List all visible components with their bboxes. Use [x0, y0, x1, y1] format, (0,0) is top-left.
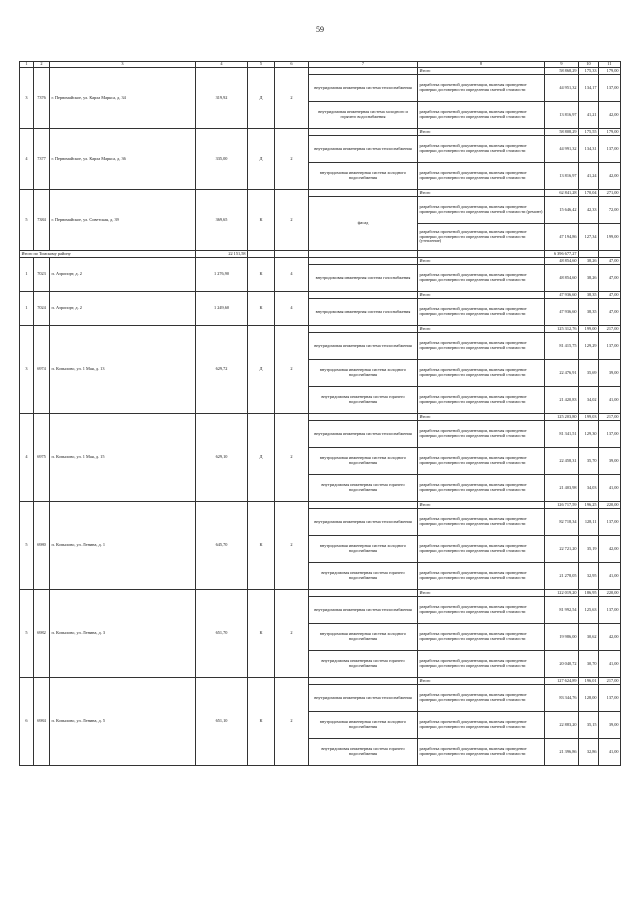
- work-limit: 42,00: [599, 102, 621, 129]
- total-limit: 220,00: [599, 502, 621, 509]
- building-type: Д: [248, 414, 275, 502]
- engineering-system: внутридомовая инженерная система холодного и горячего водоснабжения: [309, 102, 418, 129]
- engineering-system: внутридомовая инженерная система теплоснабжения: [309, 685, 418, 712]
- building-area: 629,72: [196, 326, 248, 414]
- engineering-system: внутридомовая инженерная система горячего водоснабжения: [309, 651, 418, 678]
- total-limit: 217,00: [599, 414, 621, 421]
- work-limit: 41,00: [599, 475, 621, 502]
- total-empty-cell: [309, 129, 418, 136]
- work-sum: 15 646,42: [545, 197, 579, 224]
- block-total-row: [20, 414, 621, 421]
- total-label: Итого: [418, 292, 545, 299]
- total-empty-cell: [309, 292, 418, 299]
- building-code: 6980: [34, 502, 50, 590]
- total-label: Итого: [418, 590, 545, 597]
- engineering-system: внутридомовая инженерная система теплоснабжения: [309, 509, 418, 536]
- total-limit: 217,00: [599, 678, 621, 685]
- work-per-m2: 30,70: [579, 651, 599, 678]
- work-limit: 137,00: [599, 509, 621, 536]
- work-limit: 47,00: [599, 265, 621, 292]
- block-total-row: [20, 326, 621, 333]
- work-sum: 22 476,91: [545, 360, 579, 387]
- building-address: п. Копылово, ул. Ленина, д. 1: [50, 502, 196, 590]
- column-header: 8: [418, 62, 545, 68]
- total-label: Итого: [418, 326, 545, 333]
- building-floors: 2: [275, 678, 309, 766]
- work-description: разработка проектной документации, включая проведение проверки достоверности определения сметной стоимости: [418, 448, 545, 475]
- work-limit: 42,00: [599, 536, 621, 563]
- column-header: 2: [34, 62, 50, 68]
- total-sum: 47 936,60: [545, 292, 579, 299]
- building-floors: 2: [275, 129, 309, 190]
- work-limit: 137,00: [599, 136, 621, 163]
- work-limit: 41,00: [599, 387, 621, 414]
- engineering-system: внутридомовая инженерная система газоснабжения: [309, 299, 418, 326]
- total-empty-cell: [309, 502, 418, 509]
- work-description: разработка проектной документации, включая проведение проверки достоверности определения сметной стоимости: [418, 739, 545, 766]
- building-code: 7377: [34, 129, 50, 190]
- total-per-m2: 196,01: [579, 678, 599, 685]
- engineering-system: внутридомовая инженерная система холодного водоснабжения: [309, 360, 418, 387]
- building-code: 7376: [34, 68, 50, 129]
- work-limit: 47,00: [599, 299, 621, 326]
- work-sum: 47 194,86: [545, 224, 579, 251]
- total-empty-cell: [309, 68, 418, 75]
- work-per-m2: 38,26: [579, 265, 599, 292]
- total-label: Итого: [418, 502, 545, 509]
- total-limit: 217,00: [599, 326, 621, 333]
- total-per-m2: 199,00: [579, 326, 599, 333]
- total-limit: 47,00: [599, 292, 621, 299]
- work-limit: 42,00: [599, 624, 621, 651]
- engineering-system: внутридомовая инженерная система горячего водоснабжения: [309, 475, 418, 502]
- total-empty-cell: [309, 678, 418, 685]
- total-label: Итого: [418, 414, 545, 421]
- block-total-row: [20, 292, 621, 299]
- building-address: г. Первомайское, ул. Карла Маркса, д. 36: [50, 129, 196, 190]
- work-description: разработка проектной документации, включая проведение проверки достоверности определения сметной стоимости: [418, 563, 545, 590]
- repair-register-table: [19, 61, 621, 766]
- work-per-m2: 128,11: [579, 509, 599, 536]
- block-total-row: [20, 129, 621, 136]
- work-per-m2: 35,70: [579, 448, 599, 475]
- engineering-system: внутридомовая инженерная система горячего водоснабжения: [309, 387, 418, 414]
- work-sum: 47 936,60: [545, 299, 579, 326]
- total-sum: 122 019,20: [545, 590, 579, 597]
- total-per-m2: 199,03: [579, 414, 599, 421]
- work-per-m2: 41,24: [579, 163, 599, 190]
- building-address: г. Первомайское, ул. Советская, д. 39: [50, 190, 196, 251]
- work-description: разработка проектной документации, включая проведение проверки достоверности определения сметной стоимости: [418, 75, 545, 102]
- building-code: 7024: [34, 292, 50, 326]
- building-address: п. Копылово, ул. 1 Мая, д. 13: [50, 326, 196, 414]
- work-description: разработка проектной документации, включая проведение проверки достоверности определения сметной стоимости (утепление): [418, 224, 545, 251]
- work-per-m2: 35,19: [579, 536, 599, 563]
- work-description: разработка проектной документации, включая проведение проверки достоверности определения сметной стоимости: [418, 712, 545, 739]
- work-description: разработка проектной документации, включая проведение проверки достоверности определения сметной стоимости: [418, 387, 545, 414]
- total-limit: 179,00: [599, 68, 621, 75]
- work-limit: 137,00: [599, 597, 621, 624]
- column-header: 6: [275, 62, 309, 68]
- work-per-m2: 35,15: [579, 712, 599, 739]
- work-sum: 19 986,00: [545, 624, 579, 651]
- building-area: 319,92: [196, 68, 248, 129]
- row-number: 5: [20, 590, 34, 678]
- work-description: разработка проектной документации, включая проведение проверки достоверности определения сметной стоимости: [418, 299, 545, 326]
- row-number: 6: [20, 678, 34, 766]
- work-description: разработка проектной документации, включая проведение проверки достоверности определения сметной стоимости: [418, 651, 545, 678]
- column-header: 10: [579, 62, 599, 68]
- building-floors: 4: [275, 258, 309, 292]
- work-per-m2: 32,86: [579, 739, 599, 766]
- work-limit: 41,00: [599, 739, 621, 766]
- work-sum: 44 991,32: [545, 136, 579, 163]
- total-per-m2: 175,55: [579, 129, 599, 136]
- engineering-system: внутридомовая инженерная система холодного водоснабжения: [309, 536, 418, 563]
- work-sum: 22 883,20: [545, 712, 579, 739]
- block-total-row: [20, 678, 621, 685]
- work-sum: 13 816,97: [545, 102, 579, 129]
- work-per-m2: 38,35: [579, 299, 599, 326]
- work-per-m2: 129,30: [579, 421, 599, 448]
- work-limit: 41,00: [599, 563, 621, 590]
- column-header: 5: [248, 62, 275, 68]
- total-sum: 48 854,60: [545, 258, 579, 265]
- work-description: разработка проектной документации, включая проведение проверки достоверности определения сметной стоимости: [418, 624, 545, 651]
- total-per-m2: 38,26: [579, 258, 599, 265]
- building-floors: 4: [275, 292, 309, 326]
- building-code: 6982: [34, 590, 50, 678]
- building-floors: 2: [275, 590, 309, 678]
- building-type: Д: [248, 129, 275, 190]
- building-address: п. Копылово, ул. 1 Мая, д. 15: [50, 414, 196, 502]
- work-per-m2: 127,34: [579, 224, 599, 251]
- engineering-system: внутридомовая инженерная система теплоснабжения: [309, 75, 418, 102]
- building-floors: 2: [275, 414, 309, 502]
- total-limit: 220,00: [599, 590, 621, 597]
- block-total-row: [20, 590, 621, 597]
- engineering-system: внутридомовая инженерная система теплоснабжения: [309, 597, 418, 624]
- total-label: Итого: [418, 258, 545, 265]
- total-sum: 58 868,29: [545, 68, 579, 75]
- total-label: Итого: [418, 678, 545, 685]
- row-number: 3: [20, 68, 34, 129]
- total-label: Итого: [418, 68, 545, 75]
- work-description: разработка проектной документации, включая проведение проверки достоверности определения сметной стоимости: [418, 421, 545, 448]
- block-total-row: [20, 502, 621, 509]
- work-per-m2: 35,69: [579, 360, 599, 387]
- work-limit: 137,00: [599, 333, 621, 360]
- engineering-system: внутридомовая инженерная система теплоснабжения: [309, 421, 418, 448]
- work-description: разработка проектной документации, включая проведение проверки достоверности определения сметной стоимости: [418, 475, 545, 502]
- work-sum: 81 415,75: [545, 333, 579, 360]
- work-sum: 82 718,34: [545, 509, 579, 536]
- building-address: п. Аэропорт, д. 2: [50, 292, 196, 326]
- column-header: 3: [50, 62, 196, 68]
- row-number: 4: [20, 129, 34, 190]
- building-area: 1 276,90: [196, 258, 248, 292]
- district-total-sum: 6 396 677,27: [545, 251, 579, 258]
- work-per-m2: 42,33: [579, 197, 599, 224]
- building-code: 7023: [34, 258, 50, 292]
- work-description: разработка проектной документации, включая проведение проверки достоверности определения сметной стоимости: [418, 333, 545, 360]
- building-type: К: [248, 190, 275, 251]
- total-sum: 125 203,80: [545, 414, 579, 421]
- total-per-m2: 196,25: [579, 502, 599, 509]
- building-code: 6974: [34, 326, 50, 414]
- work-description: разработка проектной документации, включая проведение проверки достоверности определения сметной стоимости: [418, 136, 545, 163]
- work-per-m2: 30,62: [579, 624, 599, 651]
- total-empty-cell: [309, 258, 418, 265]
- work-description: разработка проектной документации, включая проведение проверки достоверности определения сметной стоимости: [418, 509, 545, 536]
- total-empty-cell: [309, 190, 418, 197]
- work-sum: 21 420,83: [545, 387, 579, 414]
- building-type: К: [248, 590, 275, 678]
- column-header: 4: [196, 62, 248, 68]
- building-address: п. Копылово, ул. Ленина, д. 5: [50, 678, 196, 766]
- work-sum: 48 854,60: [545, 265, 579, 292]
- work-limit: 42,00: [599, 163, 621, 190]
- building-address: п. Аэропорт, д. 2: [50, 258, 196, 292]
- work-per-m2: 34,02: [579, 387, 599, 414]
- work-description: разработка проектной документации, включая проведение проверки достоверности определения сметной стоимости: [418, 536, 545, 563]
- work-description: разработка проектной документации, включая проведение проверки достоверности определения сметной стоимости: [418, 265, 545, 292]
- work-limit: 137,00: [599, 75, 621, 102]
- work-sum: 20 040,72: [545, 651, 579, 678]
- building-type: К: [248, 678, 275, 766]
- block-total-row: [20, 68, 621, 75]
- work-per-m2: 134,31: [579, 136, 599, 163]
- engineering-system: фасад: [309, 197, 418, 251]
- work-per-m2: 34,03: [579, 475, 599, 502]
- page-number: 59: [316, 25, 324, 34]
- work-description: разработка проектной документации, включая проведение проверки достоверности определения сметной стоимости: [418, 360, 545, 387]
- building-code: 6975: [34, 414, 50, 502]
- total-sum: 58 808,29: [545, 129, 579, 136]
- work-limit: 39,00: [599, 712, 621, 739]
- total-per-m2: 38,35: [579, 292, 599, 299]
- total-empty-cell: [309, 414, 418, 421]
- engineering-system: внутридомовая инженерная система горячего водоснабжения: [309, 563, 418, 590]
- total-empty-cell: [309, 590, 418, 597]
- work-per-m2: 134,17: [579, 75, 599, 102]
- column-header: 7: [309, 62, 418, 68]
- work-sum: 21 403,98: [545, 475, 579, 502]
- work-description: разработка проектной документации, включая проведение проверки достоверности определения сметной стоимости: [418, 102, 545, 129]
- work-sum: 13 816,97: [545, 163, 579, 190]
- building-type: К: [248, 502, 275, 590]
- building-code: 7384: [34, 190, 50, 251]
- work-description: разработка проектной документации, включая проведение проверки достоверности определения сметной стоимости: [418, 597, 545, 624]
- work-sum: 44 951,32: [545, 75, 579, 102]
- work-per-m2: 32,95: [579, 563, 599, 590]
- work-per-m2: 125,63: [579, 597, 599, 624]
- building-area: 651,10: [196, 678, 248, 766]
- building-area: 335,00: [196, 129, 248, 190]
- work-limit: 137,00: [599, 685, 621, 712]
- total-label: Итого: [418, 190, 545, 197]
- total-sum: 125 312,76: [545, 326, 579, 333]
- total-per-m2: 175,33: [579, 68, 599, 75]
- engineering-system: внутридомовая инженерная система холодного водоснабжения: [309, 624, 418, 651]
- total-limit: 271,00: [599, 190, 621, 197]
- work-limit: 199,00: [599, 224, 621, 251]
- work-limit: 41,00: [599, 651, 621, 678]
- total-sum: 62 841,28: [545, 190, 579, 197]
- column-header: 11: [599, 62, 621, 68]
- total-sum: 127 624,89: [545, 678, 579, 685]
- work-description: разработка проектной документации, включая проведение проверки достоверности определения сметной стоимости: [418, 685, 545, 712]
- engineering-system: внутридомовая инженерная система холодного водоснабжения: [309, 712, 418, 739]
- block-total-row: [20, 190, 621, 197]
- work-sum: 22 458,31: [545, 448, 579, 475]
- work-limit: 39,00: [599, 448, 621, 475]
- row-number: 5: [20, 190, 34, 251]
- building-floors: 2: [275, 502, 309, 590]
- total-per-m2: 186,95: [579, 590, 599, 597]
- building-type: К: [248, 258, 275, 292]
- total-limit: 47,00: [599, 258, 621, 265]
- work-description: разработка проектной документации, включая проведение проверки достоверности определения сметной стоимости: [418, 163, 545, 190]
- work-sum: 81 341,51: [545, 421, 579, 448]
- building-floors: 2: [275, 326, 309, 414]
- building-address: п. Копылово, ул. Ленина, д. 3: [50, 590, 196, 678]
- engineering-system: внутридомовая инженерная система газоснабжения: [309, 265, 418, 292]
- work-sum: 22 721,20: [545, 536, 579, 563]
- building-floors: 2: [275, 190, 309, 251]
- total-label: Итого: [418, 129, 545, 136]
- work-sum: 21 396,86: [545, 739, 579, 766]
- total-per-m2: 170,04: [579, 190, 599, 197]
- row-number: 3: [20, 326, 34, 414]
- work-sum: 83 344,76: [545, 685, 579, 712]
- building-type: Д: [248, 68, 275, 129]
- work-limit: 39,00: [599, 360, 621, 387]
- district-total-row: [20, 251, 621, 258]
- building-type: Д: [248, 326, 275, 414]
- work-per-m2: 41,21: [579, 102, 599, 129]
- engineering-system: внутридомовая инженерная система горячего водоснабжения: [309, 739, 418, 766]
- district-total-label: Итого по Томскому району: [20, 251, 196, 258]
- total-empty-cell: [309, 326, 418, 333]
- building-area: 645,70: [196, 502, 248, 590]
- work-limit: 72,00: [599, 197, 621, 224]
- engineering-system: внутридомовая инженерная система теплоснабжения: [309, 333, 418, 360]
- building-code: 6984: [34, 678, 50, 766]
- building-type: К: [248, 292, 275, 326]
- total-sum: 126 717,59: [545, 502, 579, 509]
- building-floors: 2: [275, 68, 309, 129]
- block-total-row: [20, 258, 621, 265]
- work-description: разработка проектной документации, включая проведение проверки достоверности определения сметной стоимости (ремонт): [418, 197, 545, 224]
- row-number: 5: [20, 502, 34, 590]
- work-per-m2: 129,29: [579, 333, 599, 360]
- column-header: 9: [545, 62, 579, 68]
- work-sum: 21 278,05: [545, 563, 579, 590]
- building-area: 651,70: [196, 590, 248, 678]
- building-area: 1 249,60: [196, 292, 248, 326]
- column-header: 1: [20, 62, 34, 68]
- engineering-system: внутридомовая инженерная система холодного водоснабжения: [309, 163, 418, 190]
- work-per-m2: 128,00: [579, 685, 599, 712]
- work-limit: 137,00: [599, 421, 621, 448]
- district-total-area: 22 151,58: [196, 251, 248, 258]
- building-address: г. Первомайское, ул. Карла Маркса, д. 34: [50, 68, 196, 129]
- work-sum: 81 992,54: [545, 597, 579, 624]
- building-area: 629,10: [196, 414, 248, 502]
- row-number: 4: [20, 414, 34, 502]
- row-number: 1: [20, 258, 34, 292]
- building-area: 369,65: [196, 190, 248, 251]
- engineering-system: внутридомовая инженерная система холодного водоснабжения: [309, 448, 418, 475]
- engineering-system: внутридомовая инженерная система теплоснабжения: [309, 136, 418, 163]
- total-limit: 179,00: [599, 129, 621, 136]
- row-number: 1: [20, 292, 34, 326]
